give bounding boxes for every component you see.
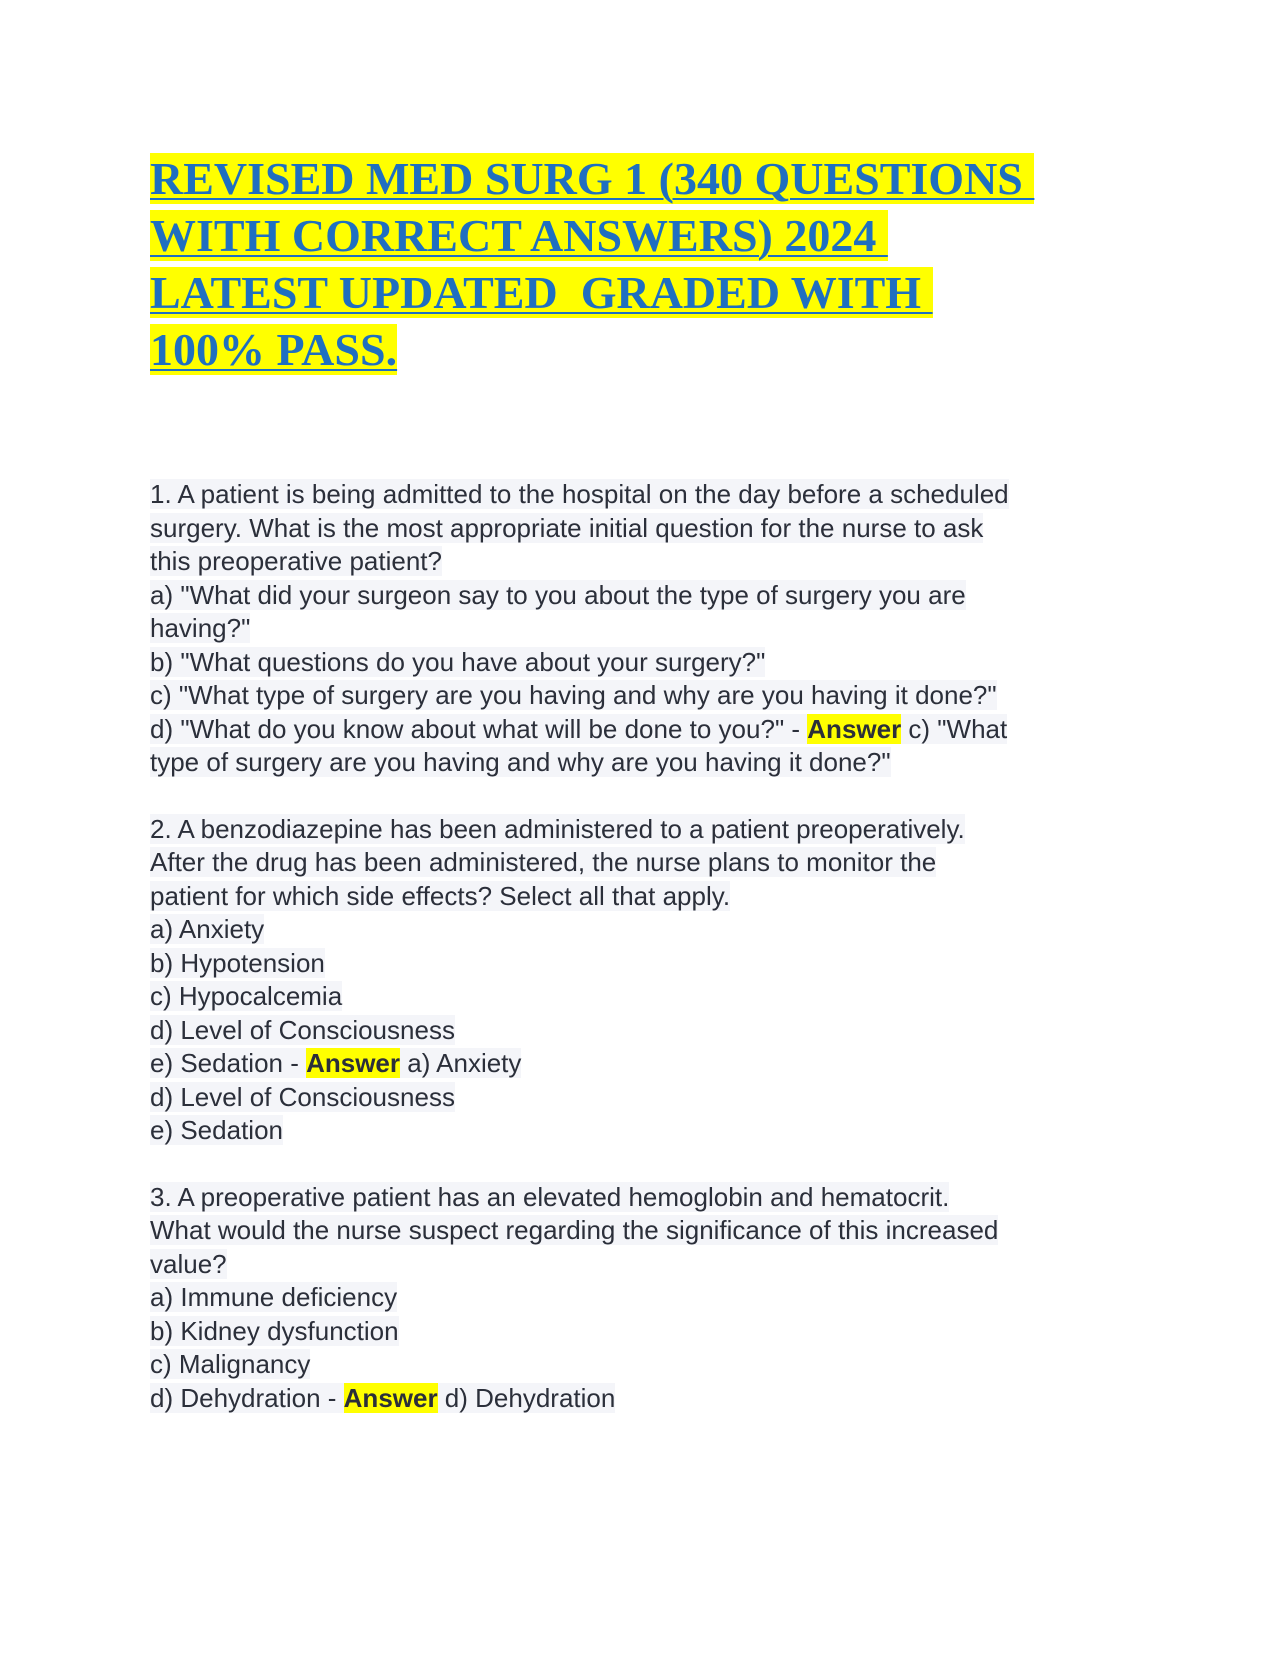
question-stem-line: surgery. What is the most appropriate initial question for the nurse to ask: [150, 512, 984, 543]
title-line: 100% PASS.: [150, 324, 398, 375]
option-line: b) Kidney dysfunction: [150, 1315, 399, 1346]
title-line: LATEST UPDATED GRADED WITH: [150, 267, 933, 318]
answer-line-prefix: d) "What do you know about what will be done to you?" -: [150, 713, 808, 744]
answer-line: [150, 1048, 521, 1078]
question-list: [150, 478, 1140, 1415]
option-line: c) "What type of surgery are you having and why are you having it done?": [150, 680, 997, 710]
question-stem-line: this preoperative patient?: [150, 546, 442, 576]
answer-line-prefix: d) Dehydration -: [150, 1382, 344, 1413]
answer-line: [150, 714, 1007, 744]
answer-line-suffix: a) Anxiety: [400, 1048, 522, 1078]
answer-continuation-line: type of surgery are you having and why are you having it done?": [150, 747, 891, 777]
question-stem-line: patient for which side effects? Select all that apply.: [150, 880, 731, 911]
option-line: c) Malignancy: [150, 1349, 311, 1379]
option-line: c) Hypocalcemia: [150, 981, 343, 1011]
answer-line-suffix: c) "What: [901, 713, 1008, 744]
document-page: [150, 150, 1140, 1448]
title-line: WITH CORRECT ANSWERS) 2024: [150, 210, 888, 261]
answer-line: [150, 1383, 615, 1413]
question-stem-line: 3. A preoperative patient has an elevated hemoglobin and hematocrit.: [150, 1181, 950, 1212]
option-line: a) Anxiety: [150, 914, 265, 944]
question-1: [150, 478, 1140, 780]
question-3: [150, 1181, 1140, 1416]
option-line: d) Level of Consciousness: [150, 1014, 455, 1045]
answer-line-suffix: d) Dehydration: [437, 1382, 616, 1413]
document-title: [150, 150, 1140, 378]
answer-label: Answer: [306, 1048, 401, 1078]
option-line: b) "What questions do you have about your surgery?": [150, 646, 766, 677]
answer-label: Answer: [807, 713, 902, 744]
answer-line-prefix: e) Sedation -: [150, 1048, 307, 1078]
option-line: a) Immune deficiency: [150, 1282, 398, 1312]
option-line: a) "What did your surgeon say to you about the type of surgery you are: [150, 579, 966, 610]
answer-continuation-line: e) Sedation: [150, 1115, 283, 1145]
question-stem-line: What would the nurse suspect regarding the significance of this increased: [150, 1215, 999, 1245]
question-2: [150, 813, 1140, 1148]
title-line: REVISED MED SURG 1 (340 QUESTIONS: [150, 153, 1035, 204]
question-stem-line: 1. A patient is being admitted to the hospital on the day before a scheduled: [150, 479, 1009, 509]
question-stem-line: value?: [150, 1248, 227, 1279]
option-line: having?": [150, 613, 251, 643]
answer-label: Answer: [343, 1382, 438, 1413]
question-stem-line: After the drug has been administered, the nurse plans to monitor the: [150, 847, 937, 877]
answer-continuation-line: d) Level of Consciousness: [150, 1081, 455, 1112]
option-line: b) Hypotension: [150, 947, 325, 978]
question-stem-line: 2. A benzodiazepine has been administered to a patient preoperatively.: [150, 813, 965, 844]
